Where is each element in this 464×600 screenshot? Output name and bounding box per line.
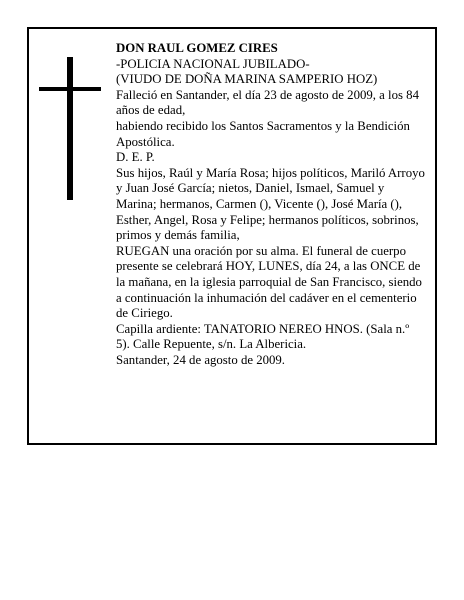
occupation: -POLICIA NACIONAL JUBILADO-	[116, 56, 310, 71]
place-date: Santander, 24 de agosto de 2009.	[116, 352, 286, 367]
rip: D. E. P.	[116, 150, 155, 165]
cross-horizontal-bar	[39, 87, 101, 91]
family-list: Sus hijos, Raúl y María Rosa; hijos políticos, Mariló Arroyo y Juan José García; nietos, Daniel, Ismael, Samuel y Marina; hermanos, Carmen (), Vicente (), José María (), Esther, Angel, Rosa y Felipe; hermanos políticos, sobrinos, primos y demás familia,	[116, 165, 425, 243]
spouse-note: (VIUDO DE DOÑA MARINA SAMPERIO HOZ)	[116, 72, 378, 87]
death-info: Falleció en Santander, el día 23 de agosto de 2009, a los 84 años de edad,	[116, 87, 419, 118]
latin-cross-icon	[39, 57, 101, 200]
chapel-info: Capilla ardiente: TANATORIO NEREO HNOS. (Sala n.º 5). Calle Repuente, s/n. La Albericia.	[116, 321, 410, 352]
deceased-name: DON RAUL GOMEZ CIRES	[116, 41, 278, 55]
notice-text	[116, 41, 426, 368]
funeral-request: RUEGAN una oración por su alma. El funeral de cuerpo presente se celebrará HOY, LUNES, día 24, a las ONCE de la mañana, en la iglesia parroquial de San Francisco, siendo a continuación la inhumación del cadáver en el cementerio de Ciriego.	[116, 243, 422, 321]
sacraments: habiendo recibido los Santos Sacramentos y la Bendición Apostólica.	[116, 118, 410, 149]
cross-vertical-bar	[67, 57, 73, 200]
obituary-notice	[27, 27, 437, 445]
